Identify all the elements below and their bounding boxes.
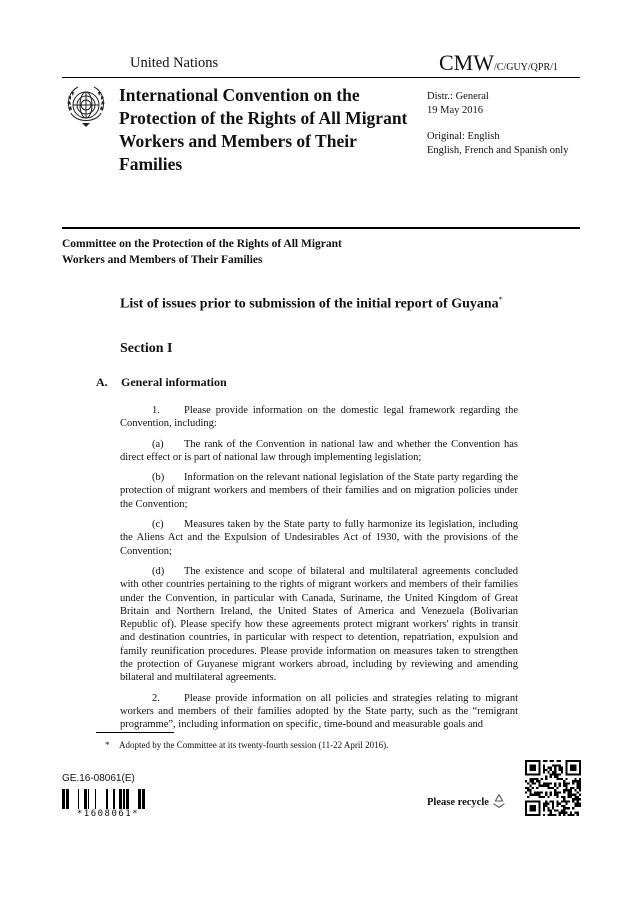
paragraph	[120, 404, 518, 431]
recycle-label: Please recycle	[427, 797, 489, 808]
body-text	[120, 404, 518, 739]
footnote-rule	[96, 732, 174, 733]
document-symbol	[439, 50, 558, 76]
un-emblem-icon	[62, 83, 110, 131]
section-heading: Section I	[120, 341, 173, 356]
footnote-text: Adopted by the Committee at its twenty-fourth session (11-22 April 2016).	[119, 740, 389, 750]
org-name: United Nations	[130, 55, 219, 71]
subsection-title: General information	[121, 375, 227, 389]
paragraph-text: Information on the relevant national legislation of the State party regarding the protection of migrant workers and members of their families and on migration policies under the Convention;	[120, 472, 518, 510]
issue-date: 19 May 2016	[427, 104, 483, 116]
paragraph-text: The existence and scope of bilateral and multilateral agreements concluded with other countries pertaining to the rights of migrant workers and members of their families under the Convention, in particular with Canada, Suriname, the United Kingdom of Great Britain and Northern Ireland, the United States of America and Venezuela (Bolivarian Republic of). Please specify how these agreements protect migrant workers' rights in transit and destination countries, in particular with respect to detention, repatriation, expulsion and family reunification procedures. Please provide information on measures taken to strengthen the protection of Guyanese migrant workers abroad, including by reviewing and amending bilateral and multilateral agreements.	[120, 565, 518, 684]
symbol-main: CMW	[439, 50, 494, 75]
convention-title: International Convention on the Protection of the Rights of All Migrant Workers and Members of Their Families	[119, 85, 408, 174]
subsection-heading	[96, 375, 227, 390]
qr-code-icon	[525, 760, 581, 816]
document-title-text: List of issues prior to submission of the initial report of Guyana	[120, 296, 499, 312]
paragraph-number: (b)	[152, 472, 165, 484]
subsection-letter: A.	[96, 375, 108, 389]
header-divider	[62, 227, 580, 229]
distribution-block	[427, 90, 568, 157]
paragraph	[120, 692, 518, 732]
paragraph-number: (a)	[152, 438, 164, 450]
distribution: Distr.: General	[427, 91, 489, 102]
paragraph	[120, 471, 518, 511]
footnote-marker: *	[105, 740, 110, 750]
document-number: GE.16-08061(E)	[62, 773, 135, 784]
paragraph	[120, 565, 518, 685]
header-rule	[62, 77, 580, 78]
barcode-icon	[62, 789, 154, 809]
languages: English, French and Spanish only	[427, 144, 569, 156]
recycle-icon	[490, 792, 508, 810]
committee-name: Committee on the Protection of the Rights of All Migrant Workers and Members of Their Families	[62, 238, 342, 266]
document-title	[120, 291, 540, 313]
paragraph-number: (d)	[152, 565, 165, 577]
footnote	[105, 740, 388, 750]
paragraph-text: Please provide information on the domestic legal framework regarding the Convention, including:	[120, 405, 518, 430]
paragraph-number: 2.	[152, 692, 160, 704]
paragraph-text: Please provide information on all policies and strategies relating to migrant workers and members of their families adopted by the State party, such as the “remigrant programme”, including information on specific, time-bound and measurable goals and	[120, 692, 518, 731]
paragraph	[120, 518, 518, 558]
paragraph	[120, 438, 518, 465]
paragraph-text: The rank of the Convention in national law and whether the Convention has direct effect or is part of national law through implementing legislation;	[120, 438, 518, 463]
footnote-ref: *	[498, 295, 503, 304]
original-language: Original: English	[427, 131, 500, 142]
symbol-suffix: /C/GUY/QPR/1	[494, 62, 558, 73]
paragraph-number: 1.	[152, 405, 160, 416]
paragraph-text: Measures taken by the State party to fully harmonize its legislation, including the Aliens Act and the Expulsion of Undesirables Act of 1930, with the provisions of the Convention;	[120, 519, 518, 557]
paragraph-number: (c)	[152, 519, 164, 531]
barcode-text: *1608061*	[76, 809, 140, 819]
